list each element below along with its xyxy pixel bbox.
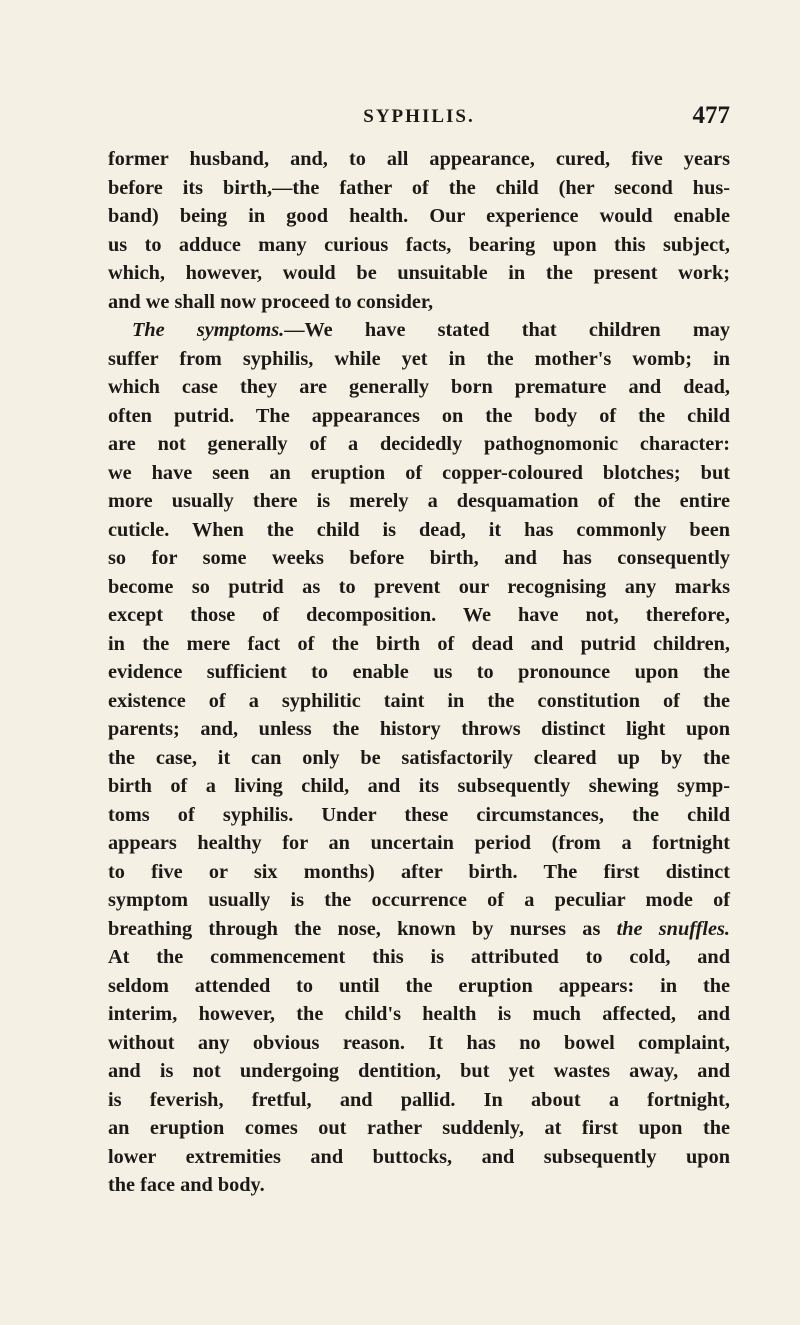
text-line: before its birth,—the father of the child (her second hus- xyxy=(108,176,730,199)
text-line: are not generally of a decidedly pathognomonic character: xyxy=(108,433,730,455)
text-line: seldom attended to until the eruption appears: in the xyxy=(108,974,730,997)
text-line: to five or six months) after birth. The first distinct xyxy=(108,860,730,883)
section-heading: The symptoms. xyxy=(132,319,285,341)
text-line: which case they are generally born premature and dead, xyxy=(108,376,730,398)
text-line: the case, it can only be satisfactorily cleared up by the xyxy=(108,746,730,769)
text-line: and we shall now proceed to consider, xyxy=(108,290,434,313)
page-number: 477 xyxy=(692,102,730,129)
section-heading-line xyxy=(108,316,730,345)
text-line: parents; and, unless the history throws distinct light upon xyxy=(108,718,730,740)
text-fragment: breathing through the nose, known by nurses as xyxy=(108,917,617,940)
text-line: existence of a syphilitic taint in the constitution of the xyxy=(108,689,730,712)
page-header xyxy=(108,102,730,132)
text-line: in the mere fact of the birth of dead and putrid children, xyxy=(108,632,730,655)
running-title: SYPHILIS. xyxy=(363,106,475,127)
text-line: lower extremities and buttocks, and subsequently upon xyxy=(108,1145,730,1168)
text-line: toms of syphilis. Under these circumstances, the child xyxy=(108,803,730,826)
text-line: cuticle. When the child is dead, it has commonly been xyxy=(108,518,730,541)
text-line: which, however, would be unsuitable in the present work; xyxy=(108,262,730,284)
text-line: more usually there is merely a desquamation of the entire xyxy=(108,490,730,512)
text-line: evidence sufficient to enable us to pronounce upon the xyxy=(108,661,730,683)
text-line: we have seen an eruption of copper-coloured blotches; but xyxy=(108,461,730,484)
text-line: interim, however, the child's health is much affected, and xyxy=(108,1003,730,1025)
text-line: birth of a living child, and its subsequently shewing symp- xyxy=(108,775,730,797)
text-line: symptom usually is the occurrence of a peculiar mode of xyxy=(108,889,730,911)
text-line: appears healthy for an uncertain period (from a fortnight xyxy=(108,832,730,854)
italic-term: the snuffles. xyxy=(616,917,730,940)
text-line: without any obvious reason. It has no bowel complaint, xyxy=(108,1031,730,1054)
text-fragment: —We have stated that children may xyxy=(284,319,730,341)
text-line: often putrid. The appearances on the body of the child xyxy=(108,404,730,427)
text-line: former husband, and, to all appearance, cured, five years xyxy=(108,148,730,170)
text-line: At the commencement this is attributed to cold, and xyxy=(108,946,730,968)
text-line: an eruption comes out rather suddenly, at first upon the xyxy=(108,1117,730,1139)
text-line: the face and body. xyxy=(108,1174,265,1196)
text-line: and is not undergoing dentition, but yet wastes away, and xyxy=(108,1060,730,1082)
text-line: band) being in good health. Our experience would enable xyxy=(108,205,730,227)
text-line xyxy=(108,915,730,944)
text-line: is feverish, fretful, and pallid. In about a fortnight, xyxy=(108,1088,730,1111)
text-line: suffer from syphilis, while yet in the mother's womb; in xyxy=(108,347,730,370)
text-line: so for some weeks before birth, and has consequently xyxy=(108,547,730,569)
text-line: us to adduce many curious facts, bearing upon this subject, xyxy=(108,233,730,256)
text-line: become so putrid as to prevent our recognising any marks xyxy=(108,575,730,598)
text-line: except those of decomposition. We have not, therefore, xyxy=(108,604,730,626)
body-text xyxy=(108,145,730,1200)
